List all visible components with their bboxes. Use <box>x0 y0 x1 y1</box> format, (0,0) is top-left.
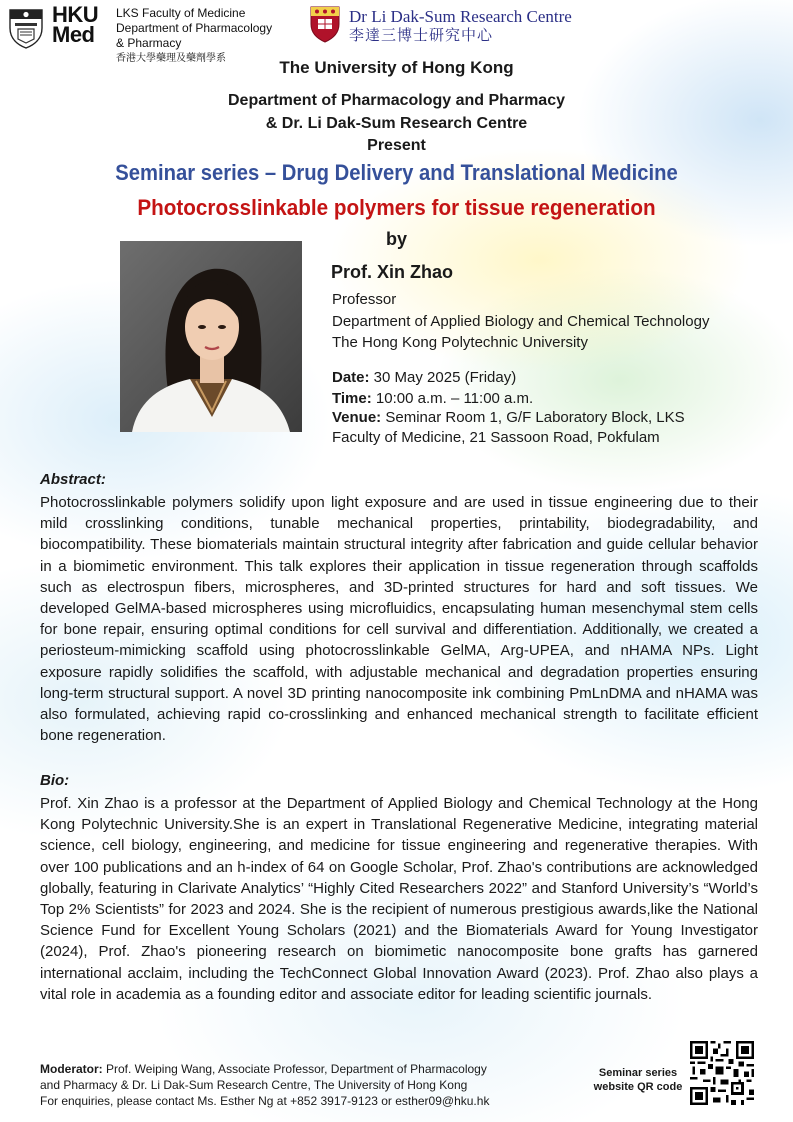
qr-caption-line2: website QR code <box>593 1081 683 1093</box>
faculty-logo-text <box>116 6 272 66</box>
qr-caption <box>586 1066 690 1094</box>
speaker-photo <box>120 241 302 432</box>
faculty-line1: LKS Faculty of Medicine <box>116 6 246 20</box>
time-value: 10:00 a.m. – 11:00 a.m. <box>371 390 534 407</box>
speaker-department: Department of Applied Biology and Chemical Technology <box>332 313 710 330</box>
bio-text: Prof. Xin Zhao is a professor at the Department of Applied Biology and Chemical Technology at the Hong Kong Polytechnic University.She is an expert in Translational Regenerative Medicine, integrating material science, cell biology, engineering, and medicine for tissue engineering and regenerative therapies. With over 100 publications and an h-index of 64 on Google Scholar, Prof. Zhao's contributions are acknowledged globally, featuring in Clarivate Analytics’ “Highly Cited Researchers 2022” and Stanford University’s “World’s Top 2% Scientists” for 2023 and 2024. She is the recipient of numerous prestigious awards,like the National Science Fund for Excellent Young Scholars (2021) and the Biomaterials Award for Young Investigator (2024), Prof. Zhao's pioneering research on biomimetic nanocomposite bone grafts has garnered international acclaim, including the TechConnect Global Innovation Award (2023). Prof. Zhao also plays a vital role in academia as a founding editor and associate editor for leading scientific journals. <box>40 795 758 1003</box>
enquiries-text: For enquiries, please contact Ms. Esther Ng at +852 3917-9123 or esther09@hku.hk <box>40 1094 490 1108</box>
speaker-position: Professor <box>332 291 397 308</box>
bio-heading: Bio: <box>40 772 70 789</box>
faculty-line2: Department of Pharmacology <box>116 21 273 35</box>
dlsrc-logo-text <box>349 7 572 45</box>
speaker-institution: The Hong Kong Polytechnic University <box>332 334 588 351</box>
present-label: Present <box>367 137 426 154</box>
abstract-text: Photocrosslinkable polymers solidify upon light exposure and are used in tissue engineering due to their mild crosslinking conditions, tunable mechanical properties, printability, biodegradability, and biocompatibility. These biomaterials maintain structural integrity after fabrication and guide cellular behavior in a biomimetic environment. This talk explores their application in tissue regeneration through scaffolds such as electrospun fibers, microspheres, and 3D-printed structures for hard and soft tissues. We developed GelMA-based microspheres using microfluidics, encapsulating human mesenchymal stem cells for bone repair, ensuring optimal conditions for cell survival and differentiation. Additionally, we created a periosteum-mimicking scaffold using photocrosslinkable GelMA, Arg-UPEA, and nHAMA NPs. Light exposure rapidly solidifies the scaffold, with adjustable mechanical and degradation properties ensuring long-term structural support. A novel 3D printing nanocomposite ink combining PmLnDMA and nHAMA was also formulated, achieving rapid co-crosslinking and enhanced mechanical strength to facilitate efficient bone regeneration. <box>40 494 758 745</box>
talk-title: Photocrosslinkable polymers for tissue regeneration <box>137 195 656 220</box>
qr-code-icon[interactable] <box>690 1041 754 1105</box>
dlsrc-chinese: 李達三博士研究中心 <box>349 28 494 44</box>
by-label: by <box>385 229 407 249</box>
date-value: 30 May 2025 (Friday) <box>369 369 517 386</box>
event-time <box>332 390 533 407</box>
moderator-text-line2: and Pharmacy & Dr. Li Dak-Sum Research Centre, The University of Hong Kong <box>40 1078 468 1092</box>
moderator-label: Moderator: <box>40 1062 103 1076</box>
university-title: The University of Hong Kong <box>279 58 514 77</box>
seminar-series-title: Seminar series – Drug Delivery and Translational Medicine <box>115 160 678 185</box>
venue-label: Venue: <box>332 409 382 426</box>
moderator-line1 <box>40 1061 570 1077</box>
department-title: Department of Pharmacology and Pharmacy <box>228 92 565 109</box>
speaker-name: Prof. Xin Zhao <box>331 262 454 282</box>
hkumed-line1: HKU <box>52 2 99 27</box>
hkumed-line2: Med <box>52 22 95 47</box>
abstract-heading: Abstract: <box>40 471 106 488</box>
event-date <box>332 369 516 386</box>
event-venue <box>332 409 685 426</box>
faculty-line3: & Pharmacy <box>116 36 182 50</box>
venue-value-line2: Faculty of Medicine, 21 Sassoon Road, Pokfulam <box>332 429 660 446</box>
faculty-chinese: 香港大學藥理及藥劑學系 <box>116 53 226 64</box>
research-centre-title: & Dr. Li Dak-Sum Research Centre <box>265 115 528 132</box>
time-label: Time: <box>332 390 372 407</box>
moderator-text-line1: Prof. Weiping Wang, Associate Professor, Department of Pharmacology <box>102 1062 487 1076</box>
footer-contact <box>40 1061 570 1109</box>
date-label: Date: <box>332 369 370 386</box>
dlsrc-crest-icon <box>308 4 342 44</box>
hku-crest-icon <box>6 6 46 50</box>
venue-value-line1: Seminar Room 1, G/F Laboratory Block, LKS <box>381 409 685 426</box>
dlsrc-english: Dr Li Dak-Sum Research Centre <box>349 7 572 26</box>
hkumed-logo <box>52 2 99 47</box>
qr-caption-line1: Seminar series <box>598 1067 678 1079</box>
